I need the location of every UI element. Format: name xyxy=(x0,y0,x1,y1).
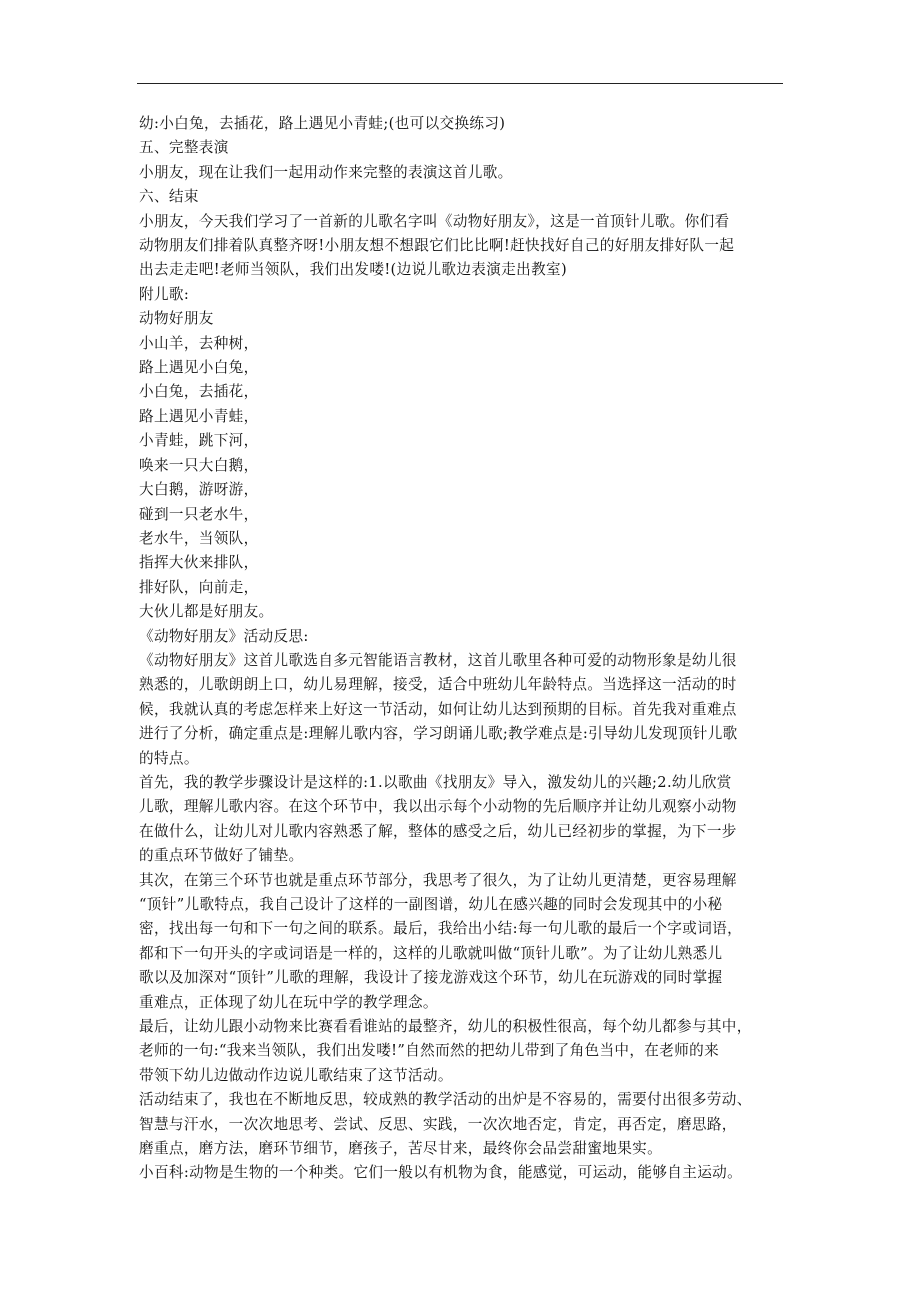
text-line: 小百科:动物是生物的一个种类。它们一般以有机物为食，能感觉，可运动，能够自主运动。 xyxy=(139,1164,743,1182)
text-line: 首先，我的教学步骤设计是这样的:1.以歌曲《找朋友》导入，激发幼儿的兴趣;2.幼儿欣赏 xyxy=(139,773,732,791)
text-line: 活动结束了，我也在不断地反思，较成熟的教学活动的出炉是不容易的，需要付出很多劳动、 xyxy=(139,1091,752,1109)
text-line: 进行了分析，确定重点是:理解儿歌内容，学习朗诵儿歌;教学难点是:引导幼儿发现顶针儿歌 xyxy=(139,725,738,743)
text-line: 小朋友，现在让我们一起用动作来完整的表演这首儿歌。 xyxy=(139,163,513,181)
text-line: 重难点，正体现了幼儿在玩中学的教学理念。 xyxy=(139,993,438,1011)
text-line: 都和下一句开头的字或词语是一样的，这样的儿歌就叫做“顶针儿歌”。为了让幼儿熟悉儿 xyxy=(139,944,723,962)
poem-line: 小白兔，去插花， xyxy=(139,383,259,401)
poem-line: 指挥大伙来排队， xyxy=(139,554,259,572)
document-body xyxy=(139,112,789,1186)
text-line: 老师的一句:“我来当领队，我们出发喽!”自然而然的把幼儿带到了角色当中，在老师的来 xyxy=(139,1042,720,1060)
text-line: 带领下幼儿边做动作边说儿歌结束了这节活动。 xyxy=(139,1066,453,1084)
poem-line: 大伙儿都是好朋友。 xyxy=(139,603,274,621)
text-line: 密，找出每一句和下一句之间的联系。最后，我给出小结:每一句儿歌的最后一个字或词语， xyxy=(139,920,743,938)
text-line: 的特点。 xyxy=(139,749,199,767)
section-heading: 六、结束 xyxy=(139,188,199,206)
poem-line: 老水牛，当领队， xyxy=(139,529,259,547)
poem-line: 路上遇见小白兔， xyxy=(139,359,259,377)
poem-line: 路上遇见小青蛙， xyxy=(139,407,259,425)
text-line: 幼:小白兔，去插花，路上遇见小青蛙;(也可以交换练习) xyxy=(139,115,506,132)
text-line: 候，我就认真的考虑怎样来上好这一节活动，如何让幼儿达到预期的目标。首先我对重难点 xyxy=(139,700,737,718)
reflection-heading: 《动物好朋友》活动反思: xyxy=(139,627,309,645)
poem-line: 唤来一只大白鹅， xyxy=(139,456,259,474)
poem-line: 小山羊，去种树， xyxy=(139,334,259,352)
text-line: 出去走走吧!老师当领队，我们出发喽!(边说儿歌边表演走出教室) xyxy=(139,261,567,279)
poem-title: 动物好朋友 xyxy=(139,310,214,328)
text-line: 最后，让幼儿跟小动物来比赛看看谁站的最整齐，幼儿的积极性很高，每个幼儿都参与其中， xyxy=(139,1018,752,1036)
poem-line: 碰到一只老水牛， xyxy=(139,505,259,523)
text-line: 磨重点，磨方法，磨环节细节，磨孩子，苦尽甘来，最终你会品尝甜蜜地果实。 xyxy=(139,1140,663,1158)
text-line: 智慧与汗水，一次次地思考、尝试、反思、实践，一次次地否定，肯定，再否定，磨思路， xyxy=(139,1115,737,1133)
appendix-heading: 附儿歌: xyxy=(139,285,190,303)
header-rule xyxy=(137,83,783,84)
text-line: 《动物好朋友》这首儿歌选自多元智能语言教材，这首儿歌里各种可爱的动物形象是幼儿很 xyxy=(139,651,737,669)
text-line: 其次，在第三个环节也就是重点环节部分，我思考了很久，为了让幼儿更清楚，更容易理解 xyxy=(139,871,737,889)
text-line: 儿歌，理解儿歌内容。在这个环节中，我以出示每个小动物的先后顺序并让幼儿观察小动物 xyxy=(139,798,737,816)
text-line: 熟悉的，儿歌朗朗上口，幼儿易理解，接受，适合中班幼儿年龄特点。当选择这一活动的时 xyxy=(139,676,737,694)
text-line: 动物朋友们排着队真整齐呀!小朋友想不想跟它们比比啊!赶快找好自己的好朋友排好队一起 xyxy=(139,237,735,255)
text-line: “顶针”儿歌特点，我自己设计了这样的一副图谱，幼儿在感兴趣的同时会发现其中的小秘 xyxy=(139,896,723,913)
section-heading: 五、完整表演 xyxy=(139,139,229,157)
text-line: 的重点环节做好了铺垫。 xyxy=(139,847,304,865)
text-line: 在做什么，让幼儿对儿歌内容熟悉了解，整体的感受之后，幼儿已经初步的掌握，为下一步 xyxy=(139,822,737,840)
poem-line: 大白鹅，游呀游， xyxy=(139,481,259,499)
poem-line: 小青蛙，跳下河， xyxy=(139,432,259,450)
text-line: 小朋友，今天我们学习了一首新的儿歌名字叫《动物好朋友》，这是一首顶针儿歌。你们看 xyxy=(139,212,730,230)
poem-line: 排好队，向前走， xyxy=(139,578,259,596)
text-line: 歌以及加深对“顶针”儿歌的理解，我设计了接龙游戏这个环节，幼儿在玩游戏的同时掌握 xyxy=(139,969,723,987)
